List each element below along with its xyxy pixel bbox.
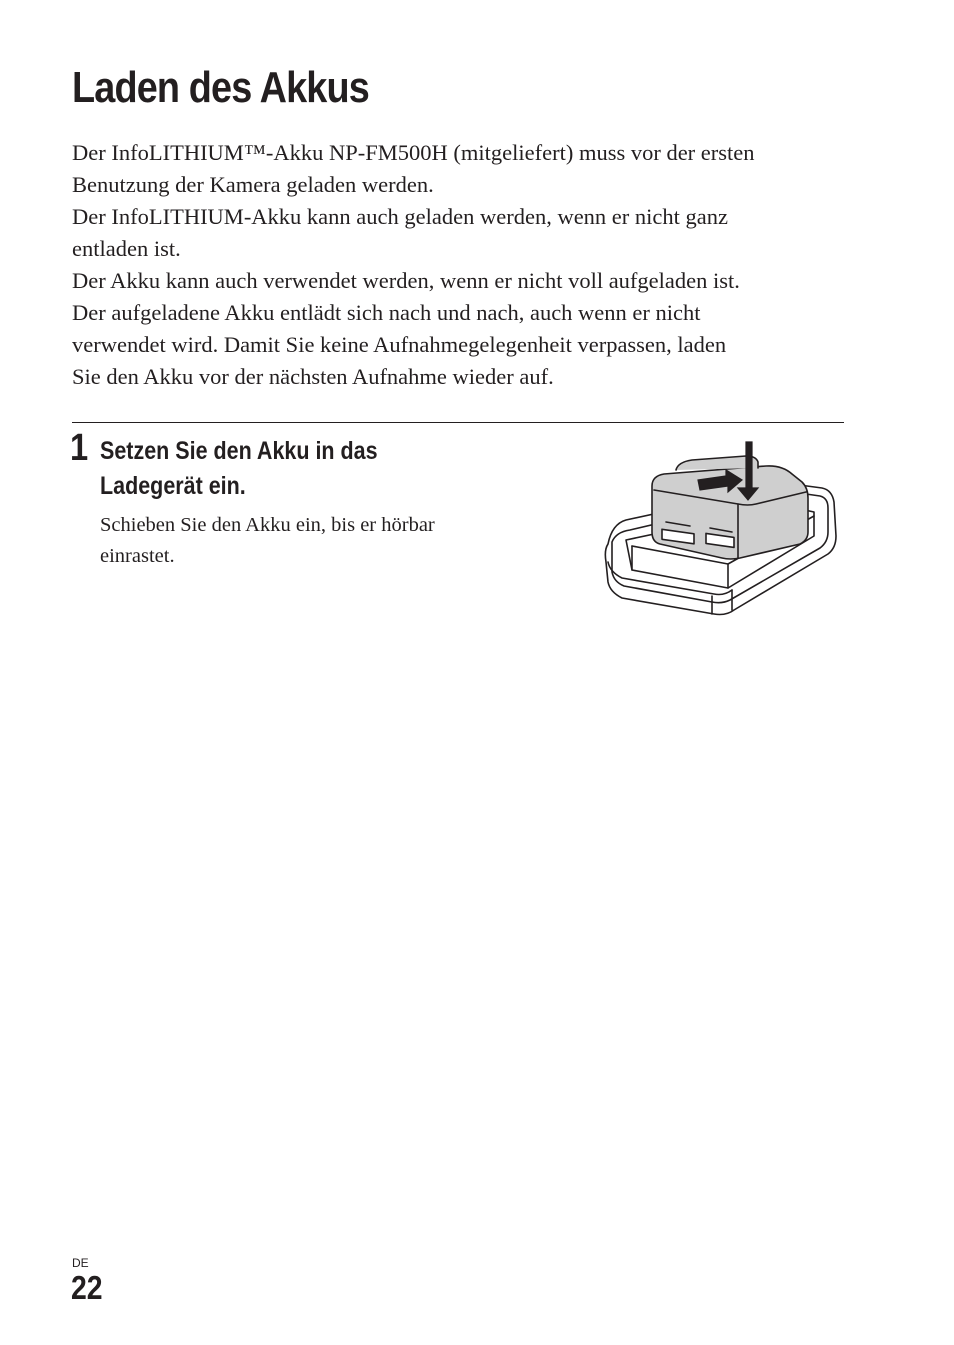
page-number: 22 (71, 1269, 103, 1306)
page-title: Laden des Akkus (72, 63, 369, 112)
intro-line: Benutzung der Kamera geladen werden. (72, 172, 434, 197)
step-title (100, 434, 378, 504)
battery-charger-icon (596, 432, 846, 622)
intro-line: Der Akku kann auch verwendet werden, wenn er nicht voll aufgeladen ist. (72, 268, 740, 293)
step-title-line: Ladegerät ein. (100, 472, 246, 500)
intro-line: Der InfoLITHIUM-Akku kann auch geladen werden, wenn er nicht ganz (72, 204, 728, 229)
intro-line: Der InfoLITHIUM™-Akku NP-FM500H (mitgeliefert) muss vor der ersten (72, 140, 755, 165)
step-number: 1 (70, 427, 89, 469)
section-divider (72, 422, 844, 423)
language-code: DE (72, 1256, 89, 1270)
intro-line: Der aufgeladene Akku entlädt sich nach und nach, auch wenn er nicht (72, 300, 701, 325)
intro-paragraph (72, 137, 862, 393)
step-description (100, 510, 435, 572)
intro-line: Sie den Akku vor der nächsten Aufnahme wieder auf. (72, 364, 554, 389)
intro-line: entladen ist. (72, 236, 181, 261)
step-description-line: Schieben Sie den Akku ein, bis er hörbar (100, 514, 435, 536)
step-title-line: Setzen Sie den Akku in das (100, 437, 378, 465)
step-description-line: einrastet. (100, 545, 175, 567)
intro-line: verwendet wird. Damit Sie keine Aufnahmegelegenheit verpassen, laden (72, 332, 727, 357)
